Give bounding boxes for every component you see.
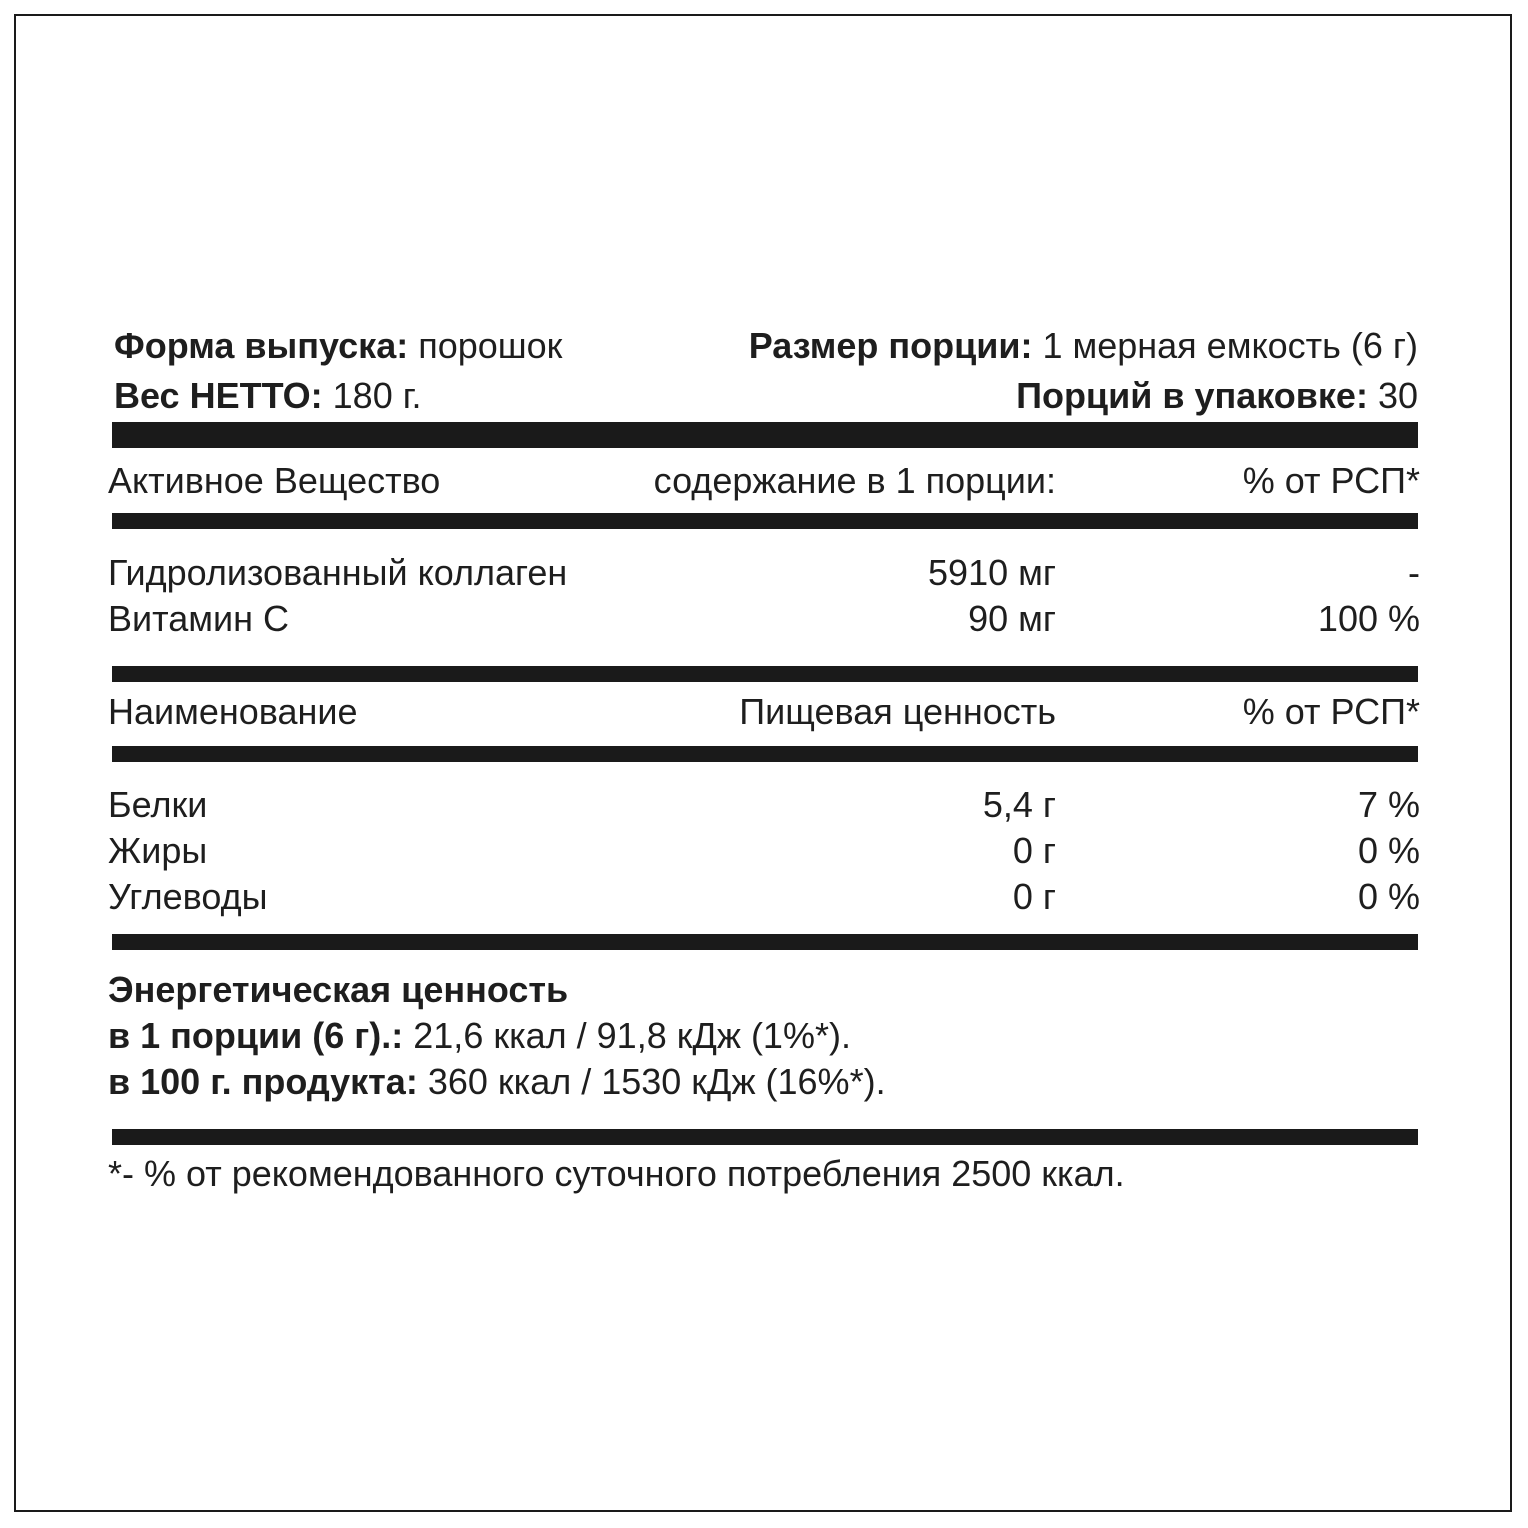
energy-per-serving xyxy=(108,1014,851,1058)
active-table-header xyxy=(108,459,1420,503)
row-percent: - xyxy=(1408,552,1420,593)
release-form-label: Форма выпуска: xyxy=(114,325,409,366)
active-header-percent: % от РСП* xyxy=(1242,460,1420,501)
row-amount: 0 г xyxy=(1012,830,1056,871)
divider-top xyxy=(112,422,1418,448)
energy-per-100g xyxy=(108,1060,886,1104)
table-row xyxy=(108,783,1420,827)
divider-energy-end xyxy=(112,1129,1418,1145)
row-amount: 90 мг xyxy=(968,598,1056,639)
row-name: Жиры xyxy=(108,830,208,871)
row-name: Витамин С xyxy=(108,598,289,639)
energy-per-100g-label: в 100 г. продукта: xyxy=(108,1061,418,1102)
serving-size-label: Размер порции: xyxy=(748,325,1033,366)
servings-per-pack-value: 30 xyxy=(1367,375,1418,416)
serving-size xyxy=(749,324,1418,368)
row-percent: 0 % xyxy=(1357,876,1420,917)
row-percent: 7 % xyxy=(1357,784,1420,825)
energy-per-serving-value: 21,6 ккал / 91,8 кДж (1%*). xyxy=(403,1015,851,1056)
nutrition-header-percent: % от РСП* xyxy=(1242,691,1420,732)
net-weight xyxy=(114,374,421,418)
net-weight-value: 180 г. xyxy=(322,375,422,416)
servings-per-pack xyxy=(1016,374,1418,418)
row-amount: 5,4 г xyxy=(982,784,1056,825)
active-header-amount: содержание в 1 порции: xyxy=(653,460,1056,501)
row-name: Белки xyxy=(108,784,208,825)
row-percent: 100 % xyxy=(1317,598,1420,639)
table-row xyxy=(108,875,1420,919)
serving-size-value: 1 мерная емкость (6 г) xyxy=(1032,325,1418,366)
release-form-value: порошок xyxy=(408,325,563,366)
divider-nutrition-end xyxy=(112,934,1418,950)
energy-title: Энергетическая ценность xyxy=(108,969,569,1010)
energy-per-serving-label: в 1 порции (6 г).: xyxy=(108,1015,404,1056)
table-row xyxy=(108,551,1420,595)
row-percent: 0 % xyxy=(1357,830,1420,871)
footnote: *- % от рекомендованного суточного потребления 2500 ккал. xyxy=(108,1153,1125,1194)
row-name: Гидролизованный коллаген xyxy=(108,552,568,593)
divider-active-header xyxy=(112,513,1418,529)
row-amount: 0 г xyxy=(1012,876,1056,917)
table-row xyxy=(108,597,1420,641)
label-frame xyxy=(14,14,1512,1512)
table-row xyxy=(108,829,1420,873)
divider-active-end xyxy=(112,666,1418,682)
nutrition-header-value: Пищевая ценность xyxy=(739,691,1056,732)
active-header-name: Активное Вещество xyxy=(108,460,441,501)
divider-nutrition-header xyxy=(112,746,1418,762)
row-amount: 5910 мг xyxy=(928,552,1056,593)
servings-per-pack-label: Порций в упаковке: xyxy=(1016,375,1368,416)
net-weight-label: Вес НЕТТО: xyxy=(114,375,323,416)
nutrition-header-name: Наименование xyxy=(108,691,358,732)
nutrition-table-header xyxy=(108,690,1420,734)
energy-per-100g-value: 360 ккал / 1530 кДж (16%*). xyxy=(417,1061,886,1102)
release-form xyxy=(114,324,562,368)
row-name: Углеводы xyxy=(108,876,268,917)
